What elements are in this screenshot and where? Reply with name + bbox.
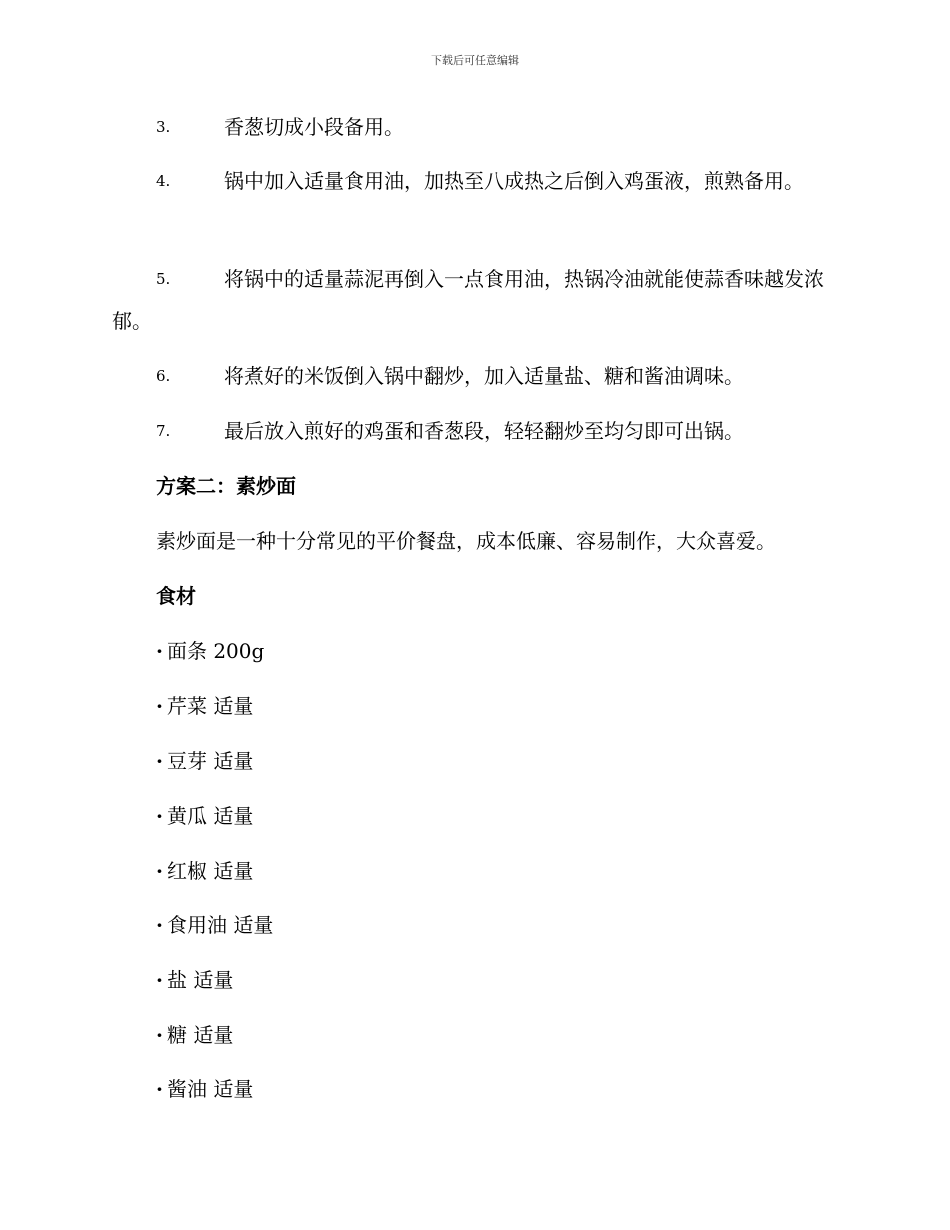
ingredient-item [156, 1075, 253, 1103]
step-number: 7. [156, 422, 171, 440]
ingredient-item [156, 966, 233, 994]
bullet-icon: · [156, 913, 163, 937]
ingredient-text: 芹菜 适量 [166, 694, 254, 718]
step-number: 5. [156, 270, 171, 288]
step-text: 将煮好的米饭倒入锅中翻炒，加入适量盐、糖和酱油调味。 [224, 364, 744, 388]
ingredient-text: 豆芽 适量 [166, 749, 254, 773]
ingredient-item [156, 747, 253, 775]
step-number: 6. [156, 367, 171, 385]
step-text: 香葱切成小段备用。 [224, 115, 404, 139]
bullet-icon: · [156, 804, 163, 828]
bullet-icon: · [156, 639, 163, 663]
bullet-icon: · [156, 968, 163, 992]
step-item [112, 106, 842, 148]
bullet-icon: · [156, 1023, 163, 1047]
bullet-icon: · [156, 749, 163, 773]
ingredient-text: 面条 200g [166, 639, 265, 663]
ingredient-item [156, 911, 273, 939]
step-item [112, 410, 842, 452]
step-item [112, 355, 842, 397]
step-item [112, 160, 842, 202]
ingredient-text: 黄瓜 适量 [166, 804, 254, 828]
bullet-icon: · [156, 859, 163, 883]
step-number: 4. [156, 172, 171, 190]
bullet-icon: · [156, 1077, 163, 1101]
ingredient-text: 糖 适量 [166, 1023, 234, 1047]
ingredient-text: 红椒 适量 [166, 859, 254, 883]
page-header: 下载后可任意编辑 [431, 54, 519, 67]
step-number: 3. [156, 118, 171, 136]
step-item [112, 258, 842, 342]
ingredient-item [156, 637, 264, 665]
ingredient-item [156, 1021, 233, 1049]
step-text: 锅中加入适量食用油，加热至八成热之后倒入鸡蛋液，煎熟备用。 [224, 169, 804, 193]
ingredient-text: 食用油 适量 [166, 913, 274, 937]
step-text: 最后放入煎好的鸡蛋和香葱段，轻轻翻炒至均匀即可出锅。 [224, 419, 744, 443]
step-text: 将锅中的适量蒜泥再倒入一点食用油，热锅冷油就能使蒜香味越发浓郁。 [112, 267, 824, 333]
ingredients-heading: 食材 [156, 584, 196, 608]
section-intro: 素炒面是一种十分常见的平价餐盘，成本低廉、容易制作，大众喜爱。 [156, 529, 776, 553]
ingredient-text: 盐 适量 [166, 968, 234, 992]
ingredient-item [156, 857, 253, 885]
ingredient-item [156, 802, 253, 830]
ingredient-text: 酱油 适量 [166, 1077, 254, 1101]
section-title: 方案二：素炒面 [156, 474, 296, 498]
ingredient-item [156, 692, 253, 720]
bullet-icon: · [156, 694, 163, 718]
